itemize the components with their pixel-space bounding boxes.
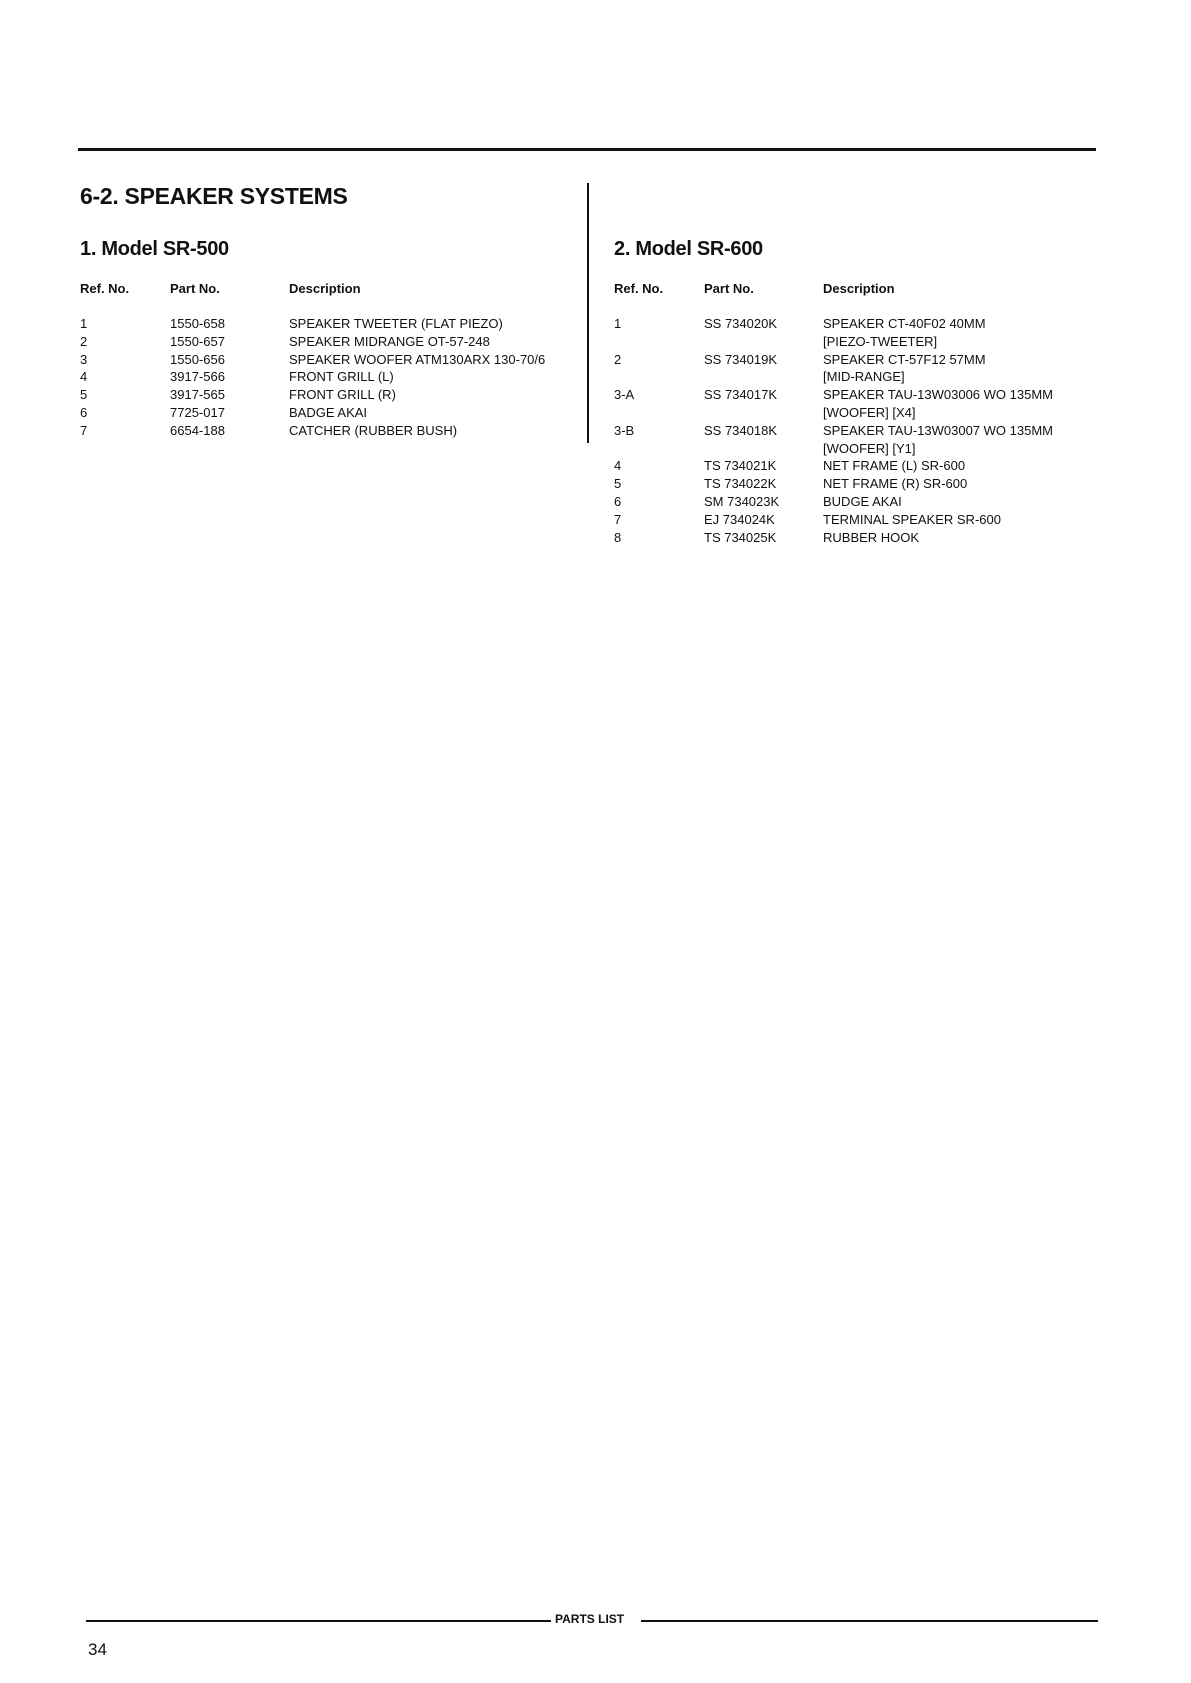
part-no: SS 734017K bbox=[704, 387, 778, 403]
table-row bbox=[80, 351, 580, 369]
header-part-no: Part No. bbox=[704, 281, 754, 296]
table-row bbox=[614, 422, 1094, 458]
ref-no: 7 bbox=[614, 511, 622, 527]
ref-no: 2 bbox=[614, 351, 622, 367]
table-row bbox=[614, 511, 1094, 529]
table-row bbox=[80, 315, 580, 333]
table-row bbox=[614, 475, 1094, 493]
model-title: 2. Model SR-600 bbox=[614, 238, 763, 260]
description-line: BADGE AKAI bbox=[289, 404, 368, 420]
description bbox=[289, 315, 503, 333]
table-row bbox=[614, 493, 1094, 511]
header-description: Description bbox=[289, 281, 361, 296]
description bbox=[823, 511, 1001, 529]
description bbox=[823, 493, 902, 511]
part-no: TS 734025K bbox=[704, 529, 777, 545]
ref-no: 3-B bbox=[614, 422, 635, 438]
model-sr600-block bbox=[614, 237, 1094, 546]
part-no: 7725-017 bbox=[170, 404, 225, 420]
description bbox=[289, 368, 394, 386]
description bbox=[823, 315, 986, 351]
table-row bbox=[614, 351, 1094, 387]
ref-no: 3-A bbox=[614, 387, 635, 403]
description-line: SPEAKER CT-40F02 40MM bbox=[823, 316, 986, 331]
table-row bbox=[614, 315, 1094, 351]
table-row bbox=[80, 422, 580, 440]
column-divider bbox=[587, 183, 589, 443]
page-number: 34 bbox=[88, 1640, 107, 1659]
description-line: CATCHER (RUBBER BUSH) bbox=[289, 422, 458, 438]
ref-no: 1 bbox=[614, 316, 622, 331]
description bbox=[823, 457, 965, 475]
table-row bbox=[614, 457, 1094, 475]
description bbox=[289, 333, 490, 351]
description-line: RUBBER HOOK bbox=[823, 529, 920, 545]
ref-no: 8 bbox=[614, 529, 622, 545]
description-line: SPEAKER TAU-13W03006 WO 135MM bbox=[823, 387, 1053, 403]
description-line: NET FRAME (R) SR-600 bbox=[823, 476, 968, 492]
ref-no: 5 bbox=[614, 476, 622, 492]
column-headers bbox=[614, 281, 1094, 297]
table-row bbox=[80, 404, 580, 422]
ref-no: 5 bbox=[80, 387, 88, 403]
ref-no: 6 bbox=[614, 493, 622, 509]
description-line: [WOOFER] [Y1] bbox=[823, 440, 916, 456]
part-no: TS 734021K bbox=[704, 458, 777, 474]
table-row bbox=[80, 333, 580, 351]
description bbox=[823, 351, 986, 387]
model-sr500-block bbox=[80, 237, 580, 440]
column-headers bbox=[80, 281, 580, 297]
parts-rows bbox=[80, 315, 580, 440]
ref-no: 2 bbox=[80, 333, 88, 349]
footer-rule-right bbox=[641, 1620, 1098, 1622]
part-no: SS 734020K bbox=[704, 316, 778, 331]
description bbox=[823, 386, 1053, 422]
description-line: [MID-RANGE] bbox=[823, 369, 905, 385]
description bbox=[823, 529, 919, 547]
description bbox=[289, 404, 367, 422]
top-rule bbox=[78, 148, 1096, 151]
part-no: 1550-658 bbox=[170, 316, 225, 331]
part-no: 3917-566 bbox=[170, 369, 225, 385]
footer-rule-left bbox=[86, 1620, 551, 1622]
ref-no: 4 bbox=[614, 458, 622, 474]
header-ref-no: Ref. No. bbox=[80, 281, 130, 296]
description-line: SPEAKER TWEETER (FLAT PIEZO) bbox=[289, 316, 503, 331]
ref-no: 7 bbox=[80, 422, 88, 438]
description-line: FRONT GRILL (L) bbox=[289, 369, 394, 385]
description bbox=[289, 422, 457, 440]
description-line: BUDGE AKAI bbox=[823, 493, 902, 509]
section-title: 6-2. SPEAKER SYSTEMS bbox=[80, 183, 348, 209]
part-no: 1550-656 bbox=[170, 351, 225, 367]
parts-rows bbox=[614, 315, 1094, 546]
description-line: [WOOFER] [X4] bbox=[823, 404, 916, 420]
part-no: SS 734018K bbox=[704, 422, 778, 438]
description-line: SPEAKER MIDRANGE OT-57-248 bbox=[289, 333, 490, 349]
part-no: 3917-565 bbox=[170, 387, 225, 403]
description bbox=[823, 422, 1053, 458]
part-no: 1550-657 bbox=[170, 333, 225, 349]
part-no: SS 734019K bbox=[704, 351, 778, 367]
description bbox=[823, 475, 967, 493]
description-line: TERMINAL SPEAKER SR-600 bbox=[823, 511, 1001, 527]
part-no: SM 734023K bbox=[704, 493, 780, 509]
header-ref-no: Ref. No. bbox=[614, 281, 664, 296]
description-line: SPEAKER CT-57F12 57MM bbox=[823, 351, 986, 367]
ref-no: 3 bbox=[80, 351, 88, 367]
ref-no: 4 bbox=[80, 369, 88, 385]
description-line: NET FRAME (L) SR-600 bbox=[823, 458, 966, 474]
ref-no: 6 bbox=[80, 404, 88, 420]
description bbox=[289, 351, 545, 369]
table-row bbox=[80, 368, 580, 386]
part-no: 6654-188 bbox=[170, 422, 225, 438]
part-no: EJ 734024K bbox=[704, 511, 775, 527]
model-title: 1. Model SR-500 bbox=[80, 238, 229, 260]
description bbox=[289, 386, 396, 404]
table-row bbox=[614, 529, 1094, 547]
header-part-no: Part No. bbox=[170, 281, 220, 296]
ref-no: 1 bbox=[80, 316, 88, 331]
description-line: FRONT GRILL (R) bbox=[289, 387, 396, 403]
description-line: SPEAKER WOOFER ATM130ARX 130-70/6 bbox=[289, 351, 546, 367]
table-row bbox=[80, 386, 580, 404]
header-description: Description bbox=[823, 281, 895, 296]
description-line: SPEAKER TAU-13W03007 WO 135MM bbox=[823, 422, 1053, 438]
table-row bbox=[614, 386, 1094, 422]
description-line: [PIEZO-TWEETER] bbox=[823, 333, 938, 349]
footer-label: PARTS LIST bbox=[555, 1612, 625, 1626]
part-no: TS 734022K bbox=[704, 476, 777, 492]
